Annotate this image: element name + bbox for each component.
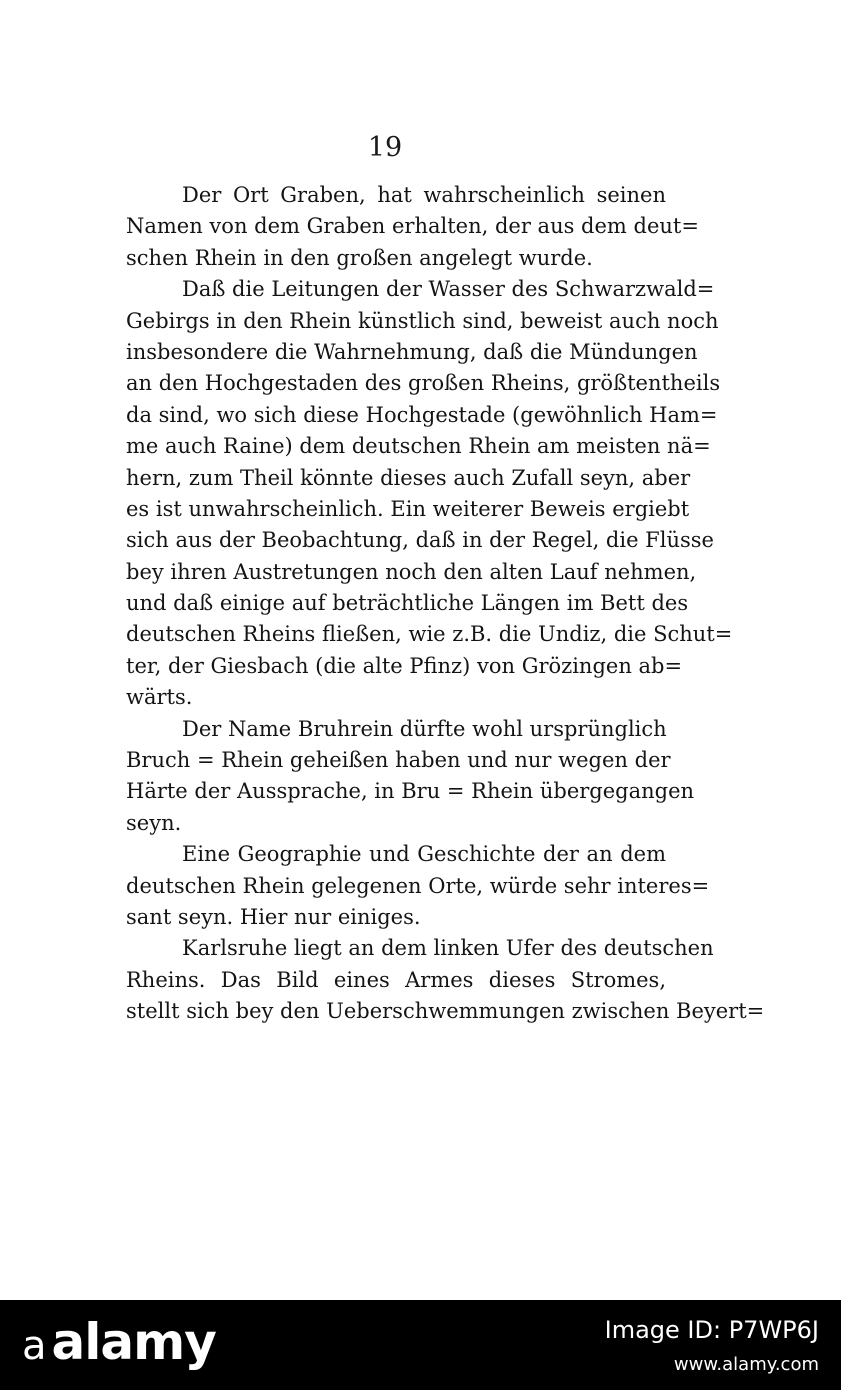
text-line: deutschen Rheins fließen, wie z.B. die Undiz, die Schut= (126, 622, 733, 647)
text-line: schen Rhein in den großen angelegt wurde. (126, 245, 593, 270)
text-line: hern, zum Theil könnte dieses auch Zufall seyn, aber (126, 465, 691, 490)
text-line: stellt sich bey den Ueberschwemmungen zwischen Beyert= (126, 999, 765, 1024)
text-line: Rheins. Das Bild eines Armes dieses Stromes, (126, 967, 666, 992)
text-line: und daß einige auf beträchtliche Längen im Bett des (126, 591, 689, 616)
text-line: Karlsruhe liegt an dem linken Ufer des deutschen (182, 936, 714, 961)
text-line: Gebirgs in den Rhein künstlich sind, beweist auch noch (126, 308, 719, 333)
body-text (126, 180, 765, 1028)
logo-text: alamy (51, 1313, 216, 1371)
text-line: Bruch = Rhein geheißen haben und nur wegen der (126, 748, 671, 773)
text-line: deutschen Rhein gelegenen Orte, würde sehr interes= (126, 873, 710, 898)
text-line: es ist unwahrscheinlich. Ein weiterer Beweis ergiebt (126, 496, 690, 521)
site-url-label: www.alamy.com (673, 1354, 819, 1375)
text-line: me auch Raine) dem deutschen Rhein am meisten nä= (126, 434, 711, 459)
text-line: Namen von dem Graben erhalten, der aus dem deut= (126, 214, 699, 239)
text-line: Eine Geographie und Geschichte der an dem (182, 842, 666, 867)
image-id-label: Image ID: P7WP6J (604, 1316, 819, 1344)
text-line: ter, der Giesbach (die alte Pfinz) von Grözingen ab= (126, 653, 683, 678)
text-line: Härte der Aussprache, in Bru = Rhein übergegangen (126, 779, 695, 804)
text-line: bey ihren Austretungen noch den alten Lauf nehmen, (126, 559, 697, 584)
text-line: sant seyn. Hier nur einiges. (126, 904, 421, 929)
text-line: insbesondere die Wahrnehmung, daß die Mündungen (126, 339, 698, 364)
text-line: sich aus der Beobachtung, daß in der Regel, die Flüsse (126, 528, 714, 553)
text-line: seyn. (126, 810, 182, 835)
alamy-logo (22, 1312, 216, 1376)
text-line: Der Ort Graben, hat wahrscheinlich seinen (182, 183, 666, 207)
page-number: 19 (367, 132, 403, 163)
alamy-mark-icon: a (22, 1323, 46, 1369)
text-line: da sind, wo sich diese Hochgestade (gewöhnlich Ham= (126, 402, 718, 427)
text-line: Daß die Leitungen der Wasser des Schwarzwald= (182, 277, 715, 302)
text-line: wärts. (126, 685, 193, 710)
text-line: Der Name Bruhrein dürfte wohl ursprünglich (182, 716, 667, 741)
text-line: an den Hochgestaden des großen Rheins, größtentheils (126, 371, 721, 396)
